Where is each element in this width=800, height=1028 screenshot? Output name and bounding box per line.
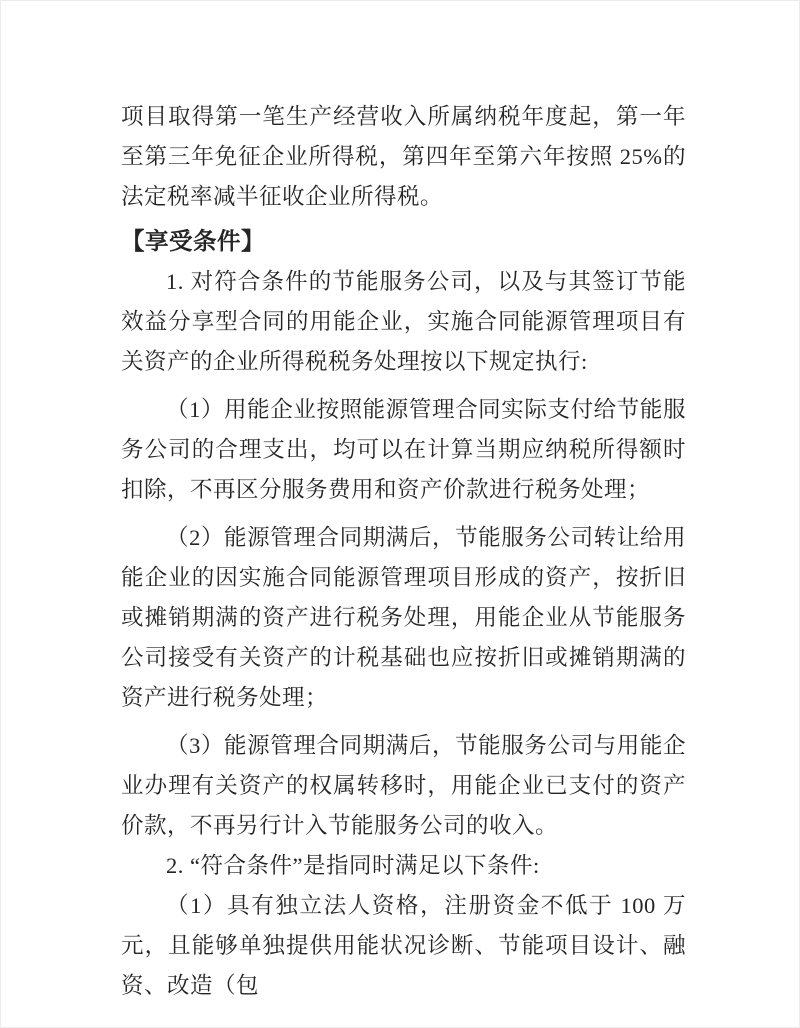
paragraph-item-1-intro: 1. 对符合条件的节能服务公司，以及与其签订节能效益分享型合同的用能企业，实施合同能源管理项目有关资产的企业所得税税务处理按以下规定执行: bbox=[121, 269, 686, 374]
paragraph-item-1-sub-3: （3）能源管理合同期满后，节能服务公司与用能企业办理有关资产的权属转移时，用能企业已支付的资产价款，不再另行计入节能服务公司的收入。 bbox=[121, 733, 686, 838]
paragraph-item-1-sub-1: （1）用能企业按照能源管理合同实际支付给节能服务公司的合理支出，均可以在计算当期应纳税所得额时扣除，不再区分服务费用和资产价款进行税务处理； bbox=[121, 397, 686, 502]
paragraph-item-1-sub-2: （2）能源管理合同期满后，节能服务公司转让给用能企业的因实施合同能源管理项目形成的资产，按折旧或摊销期满的资产进行税务处理，用能企业从节能服务公司接受有关资产的计税基础也应按折旧或摊销期满的资产进行税务处理； bbox=[121, 525, 686, 710]
paragraph-item-2-intro: 2. “符合条件”是指同时满足以下条件: bbox=[166, 853, 540, 878]
section-heading-enjoyment-conditions: 【享受条件】 bbox=[121, 229, 265, 255]
paragraph-item-2-sub-1: （1）具有独立法人资格，注册资金不低于 100 万元，且能够单独提供用能状况诊断、节能项目设计、融资、改造（包 bbox=[121, 893, 686, 998]
paragraph-tax-exemption-continuation: 项目取得第一笔生产经营收入所属纳税年度起，第一年至第三年免征企业所得税，第四年至第六年按照 25%的法定税率减半征收企业所得税。 bbox=[121, 104, 686, 209]
